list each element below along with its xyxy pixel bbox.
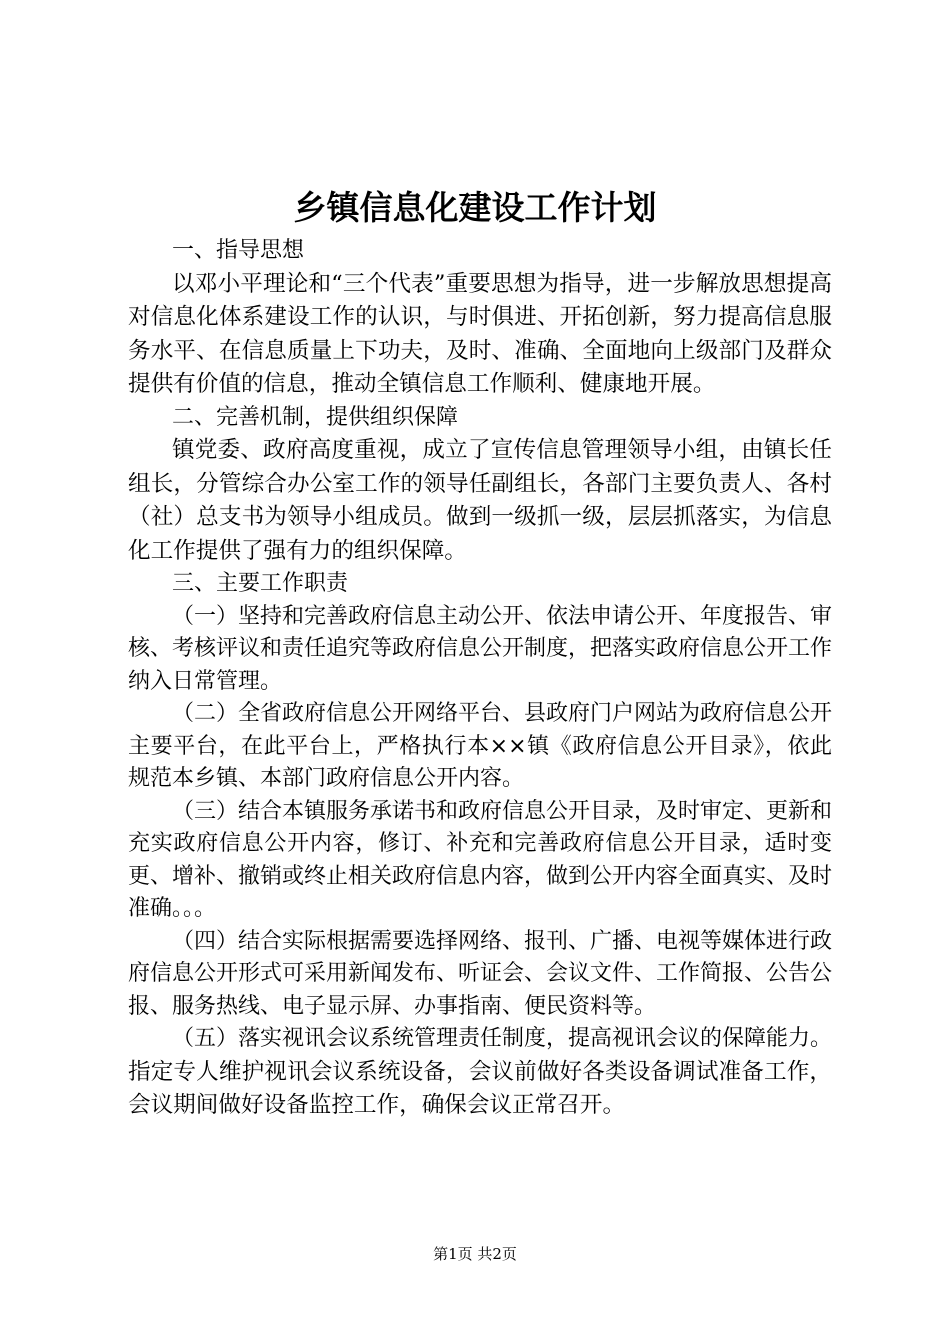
document-body [128,235,832,1123]
paragraph-text: 镇党委、政府高度重视，成立了宣传信息管理领导小组，由镇长任组长，分管综合办公室工作的领导任副组长，各部门主要负责人、各村（社）总支书为领导小组成员。做到一级抓一级，层层抓落实，为信息化工作提供了强有力的组织保障。 [128,437,832,564]
paragraph-item-3: （三）结合本镇服务承诺书和政府信息公开目录，及时审定、更新和充实政府信息公开内容，修订、补充和完善政府信息公开目录，适时变更、增补、撤销或终止相关政府信息内容，做到公开内容全面真实、及时准确。。。 [128,798,833,921]
paragraph-item-5-rest: 指定专人维护视讯会议系统设备，会议前做好各类设备调试准备工作，会议期间做好设备监控工作，确保会议正常召开。 [128,1058,832,1118]
document-title: 乡镇信息化建设工作计划 [293,188,657,227]
section-heading-mechanism: 二、完善机制，提供组织保障 [172,404,459,430]
paragraph-text: 以邓小平理论和“三个代表”重要思想为指导，进一步解放思想提高对信息化体系建设工作的认识，与时俱进、开拓创新，努力提高信息服务水平、在信息质量上下功夫，及时、准确、全面地向上级部门及群众提供有价值的信息，推动全镇信息工作顺利、健康地开展。 [128,270,832,397]
paragraph-item-4: （四）结合实际根据需要选择网络、报刊、广播、电视等媒体进行政府信息公开形式可采用新闻发布、听证会、会议文件、工作简报、公告公报、服务热线、电子显示屏、办事指南、便民资料等。 [128,928,833,1019]
paragraph-item-5-lead: （五）落实视讯会议系统管理责任制度，提高视讯会议的保障能力。 [172,1026,833,1051]
paragraph-item-5 [128,1023,832,1123]
paragraph-item-2: （二）全省政府信息公开网络平台、县政府门户网站为政府信息公开主要平台，在此平台上，严格执行本××镇《政府信息公开目录》，依此规范本乡镇、本部门政府信息公开内容。 [128,701,833,791]
section-heading-guiding-ideology: 一、指导思想 [172,238,305,263]
section-heading-responsibilities: 三、主要工作职责 [172,571,349,596]
paragraph-guiding-ideology [128,268,832,402]
paragraph-item-1: （一）坚持和完善政府信息主动公开、依法申请公开、年度报告、审核、考核评议和责任追究等政府信息公开制度，把落实政府信息公开工作纳入日常管理。 [128,603,833,694]
paragraph-mechanism [128,434,832,568]
page-number-footer: 第1页 共2页 [433,1245,517,1263]
